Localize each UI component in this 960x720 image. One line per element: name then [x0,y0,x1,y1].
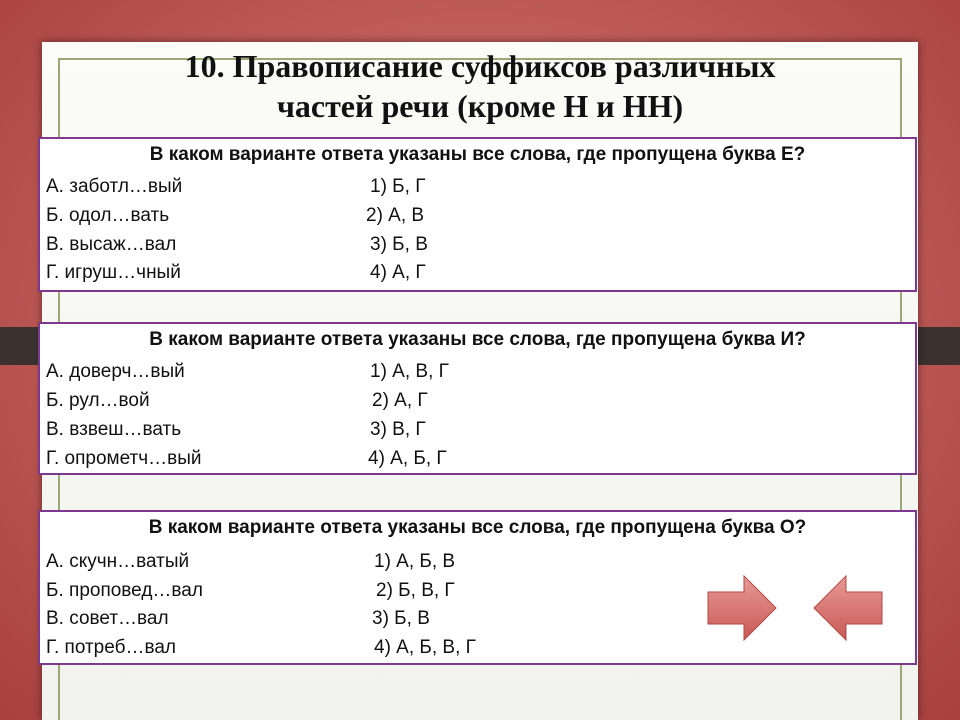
question-text: В каком варианте ответа указаны все слова, где пропущена буква О? [148,517,807,538]
option-word: Г. игруш…чный [46,262,181,283]
question-block-o [38,510,917,665]
option-word: А. заботл…вый [46,176,183,197]
option-word: А. доверч…вый [46,361,185,382]
title-line-1: 10. Правописание суффиксов различных [184,48,776,84]
answer-choice[interactable]: 1) А, В, Г [370,361,449,382]
option-word: Г. потреб…вал [46,637,177,658]
answer-choice[interactable]: 2) А, В [366,205,425,226]
question-block-i [38,322,917,475]
answer-choice[interactable]: 3) Б, В [370,234,428,255]
question-text: В каком варианте ответа указаны все слова, где пропущена буква И? [149,329,806,350]
slide-title [120,46,840,126]
option-word: Б. рул…вой [46,390,150,411]
prev-button[interactable] [812,575,884,641]
option-word: Б. одол…вать [46,205,170,226]
answer-choice[interactable]: 1) Б, Г [370,176,426,197]
question-block-e [38,137,917,292]
option-word: В. высаж…вал [46,234,177,255]
option-word: В. взвеш…вать [46,419,182,440]
answer-choice[interactable]: 4) А, Г [370,262,426,283]
answer-choice[interactable]: 4) А, Б, Г [368,448,447,469]
next-button[interactable] [706,575,778,641]
answer-choice[interactable]: 4) А, Б, В, Г [374,637,476,658]
arrow-left-icon [812,575,884,641]
answer-choice[interactable]: 1) А, Б, В [374,551,456,572]
option-word: Г. опрометч…вый [46,448,202,469]
answer-choice[interactable]: 2) Б, В, Г [376,580,455,601]
answer-choice[interactable]: 3) В, Г [370,419,426,440]
answer-choice[interactable]: 2) А, Г [372,390,428,411]
arrow-right-icon [706,575,778,641]
title-line-2: частей речи (кроме Н и НН) [276,88,684,124]
option-word: Б. проповед…вал [46,580,203,601]
answer-choice[interactable]: 3) Б, В [372,608,430,629]
option-word: В. совет…вал [46,608,169,629]
question-text: В каком варианте ответа указаны все слова, где пропущена буква Е? [149,144,806,165]
option-word: А. скучн…ватый [46,551,190,572]
